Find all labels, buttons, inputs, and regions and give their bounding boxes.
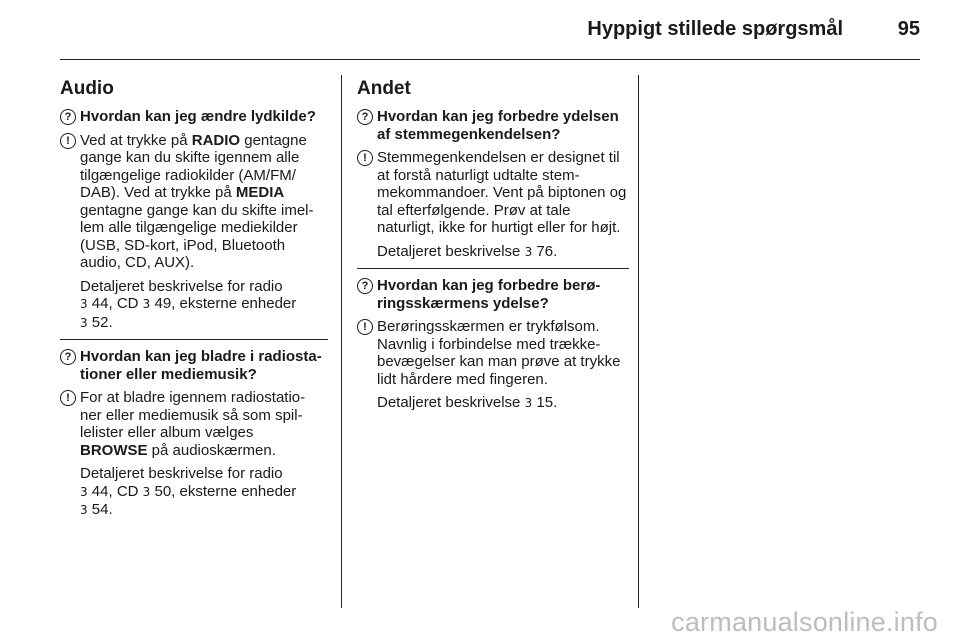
column-divider-1: [341, 75, 342, 608]
question-text: Hvordan kan jeg ændre lydkilde?: [80, 108, 316, 125]
watermark-text: carmanualsonline.info: [671, 607, 938, 637]
qa-divider: [60, 339, 328, 340]
column-divider-2: [638, 75, 639, 608]
detail-reference: Detaljeret beskrivelse for radio 3 44, CD 3 50, eksterne enheder 3 54.: [80, 465, 297, 518]
exclamation-circle-icon: !: [357, 319, 373, 335]
question-text: Hvordan kan jeg forbedre berø- ringsskærmens ydelse?: [377, 277, 601, 312]
answer-text: Ved at trykke på RADIO gentagne gange kan du skifte igennem alle tilgængelige radiokilder (AM/FM/ DAB). Ved at trykke på MEDIA gentagne gange kan du skifte imel- lem alle tilgængelige mediekilder (USB, SD-kort, iPod, Bluetooth audio, CD, AUX).: [80, 131, 314, 271]
question-circle-icon: ?: [357, 278, 373, 294]
andet-answer-2: [357, 318, 629, 413]
question-circle-icon: ?: [60, 349, 76, 365]
audio-heading: Audio: [60, 78, 114, 99]
answer-text: For at bladre igennem radiostatio- ner eller mediemusik så som spil- lelister eller album vælges BROWSE på audioskærmen.: [80, 389, 306, 459]
exclamation-circle-icon: !: [60, 133, 76, 149]
arrow-reference-icon: 3: [142, 297, 151, 311]
arrow-reference-icon: 3: [80, 297, 88, 311]
detail-reference: Detaljeret beskrivelse for radio 3 44, CD 3 49, eksterne enheder 3 52.: [80, 277, 297, 331]
detail-reference: Detaljeret beskrivelse 3 15.: [377, 394, 558, 411]
question-circle-icon: ?: [357, 109, 373, 125]
media-button-label: MEDIA: [235, 184, 285, 201]
qa-divider: [357, 268, 629, 269]
arrow-reference-icon: 3: [524, 396, 533, 410]
audio-section: [60, 78, 328, 520]
arrow-reference-icon: 3: [80, 315, 88, 330]
question-circle-icon: ?: [60, 109, 76, 125]
exclamation-circle-icon: !: [60, 390, 76, 406]
question-text: Hvordan kan jeg bladre i radiosta- tioner eller mediemusik?: [80, 348, 322, 383]
arrow-reference-icon: 3: [524, 244, 533, 259]
question-text: Hvordan kan jeg forbedre ydelsen af stemmegenkendelsen?: [377, 108, 619, 143]
header-divider: [60, 59, 920, 60]
arrow-reference-icon: 3: [80, 503, 88, 517]
audio-question-1: [60, 108, 328, 126]
radio-button-label: RADIO: [191, 131, 241, 149]
audio-answer-1: [60, 132, 328, 333]
detail-reference: Detaljeret beskrivelse 3 76.: [377, 242, 558, 260]
andet-heading: Andet: [357, 78, 411, 99]
browse-button-label: BROWSE: [80, 441, 148, 459]
answer-text: Berøringsskærmen er trykfølsom. Navnlig i forbindelse med trække- bevægelser kan man prøve at trykke lidt hårdere med fingeren.: [377, 318, 621, 388]
exclamation-circle-icon: !: [357, 150, 373, 166]
page-header-title: Hyppigt stillede spørgsmål: [587, 18, 843, 40]
andet-section: [357, 78, 629, 413]
audio-answer-2: [60, 389, 328, 520]
audio-question-2: [60, 348, 328, 383]
andet-answer-1: [357, 149, 629, 261]
arrow-reference-icon: 3: [142, 484, 151, 499]
page-number: 95: [897, 18, 920, 40]
andet-question-1: [357, 108, 629, 143]
andet-question-2: [357, 277, 629, 312]
arrow-reference-icon: 3: [80, 484, 88, 499]
answer-text: Stemmegenkendelsen er designet til at forstå naturligt udtalte stem- mekommandoer. Vent på biptonen og tal efterfølgende. Prøv at tale naturligt, ikke for hurtigt eller for højt.: [377, 149, 627, 236]
